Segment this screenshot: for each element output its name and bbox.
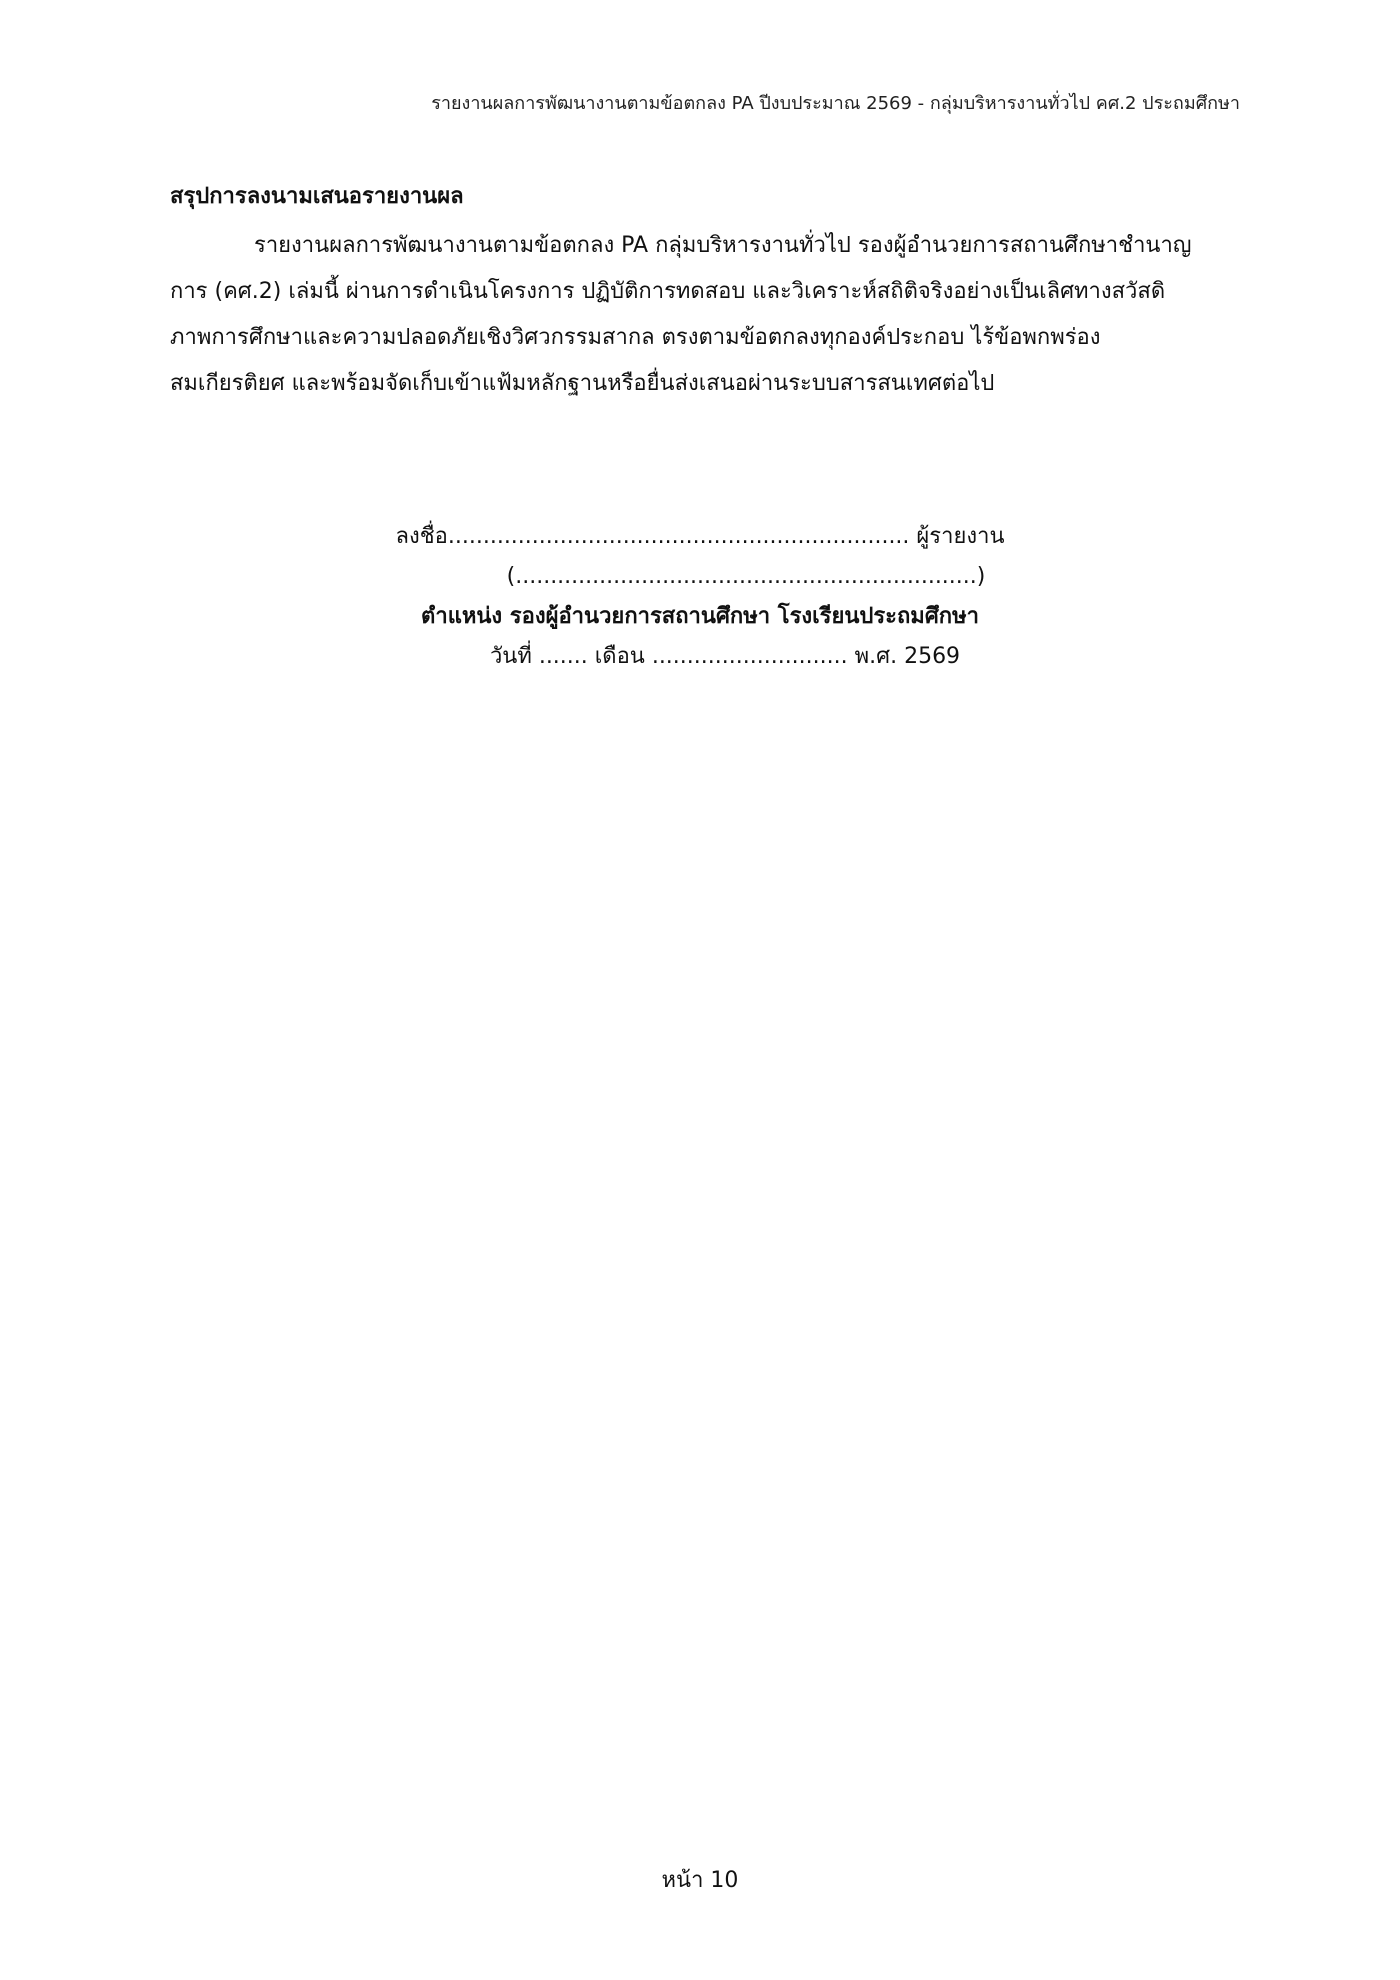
signer-name-line: (..................................................................) [506, 564, 986, 589]
paragraph-line: ภาพการศึกษาและความปลอดภัยเชิงวิศวกรรมสากล ตรงตามข้อตกลงทุกองค์ประกอบ ไร้ข้อพกพร่อง [170, 325, 1101, 350]
page-number: หน้า 10 [661, 1868, 739, 1893]
signature-date-line: วันที่ ....... เดือน ............................ พ.ศ. 2569 [489, 644, 961, 669]
paragraph-line: สมเกียรติยศ และพร้อมจัดเก็บเข้าแฟ้มหลักฐานหรือยื่นส่งเสนอผ่านระบบสารสนเทศต่อไป [170, 371, 995, 396]
running-header: รายงานผลการพัฒนางานตามข้อตกลง PA ปีงบประมาณ 2569 - กลุ่มบริหารงานทั่วไป คศ.2 ประถมศึกษา [431, 93, 1240, 114]
signature-block [0, 517, 1400, 677]
signer-position: ตำแหน่ง รองผู้อำนวยการสถานศึกษา โรงเรียนประถมศึกษา [421, 604, 979, 629]
section-heading: สรุปการลงนามเสนอรายงานผล [170, 184, 464, 209]
paragraph-line: รายงานผลการพัฒนางานตามข้อตกลง PA กลุ่มบริหารงานทั่วไป รองผู้อำนวยการสถานศึกษาชำนาญ [254, 233, 1192, 258]
signature-line: ลงชื่อ.................................................................. ผู้รายงาน [395, 524, 1005, 549]
paragraph-line: การ (คศ.2) เล่มนี้ ผ่านการดำเนินโครงการ ปฏิบัติการทดสอบ และวิเคราะห์สถิติจริงอย่างเป็นเลิศทางสวัสดิ [170, 279, 1166, 304]
summary-paragraph [170, 223, 1240, 407]
